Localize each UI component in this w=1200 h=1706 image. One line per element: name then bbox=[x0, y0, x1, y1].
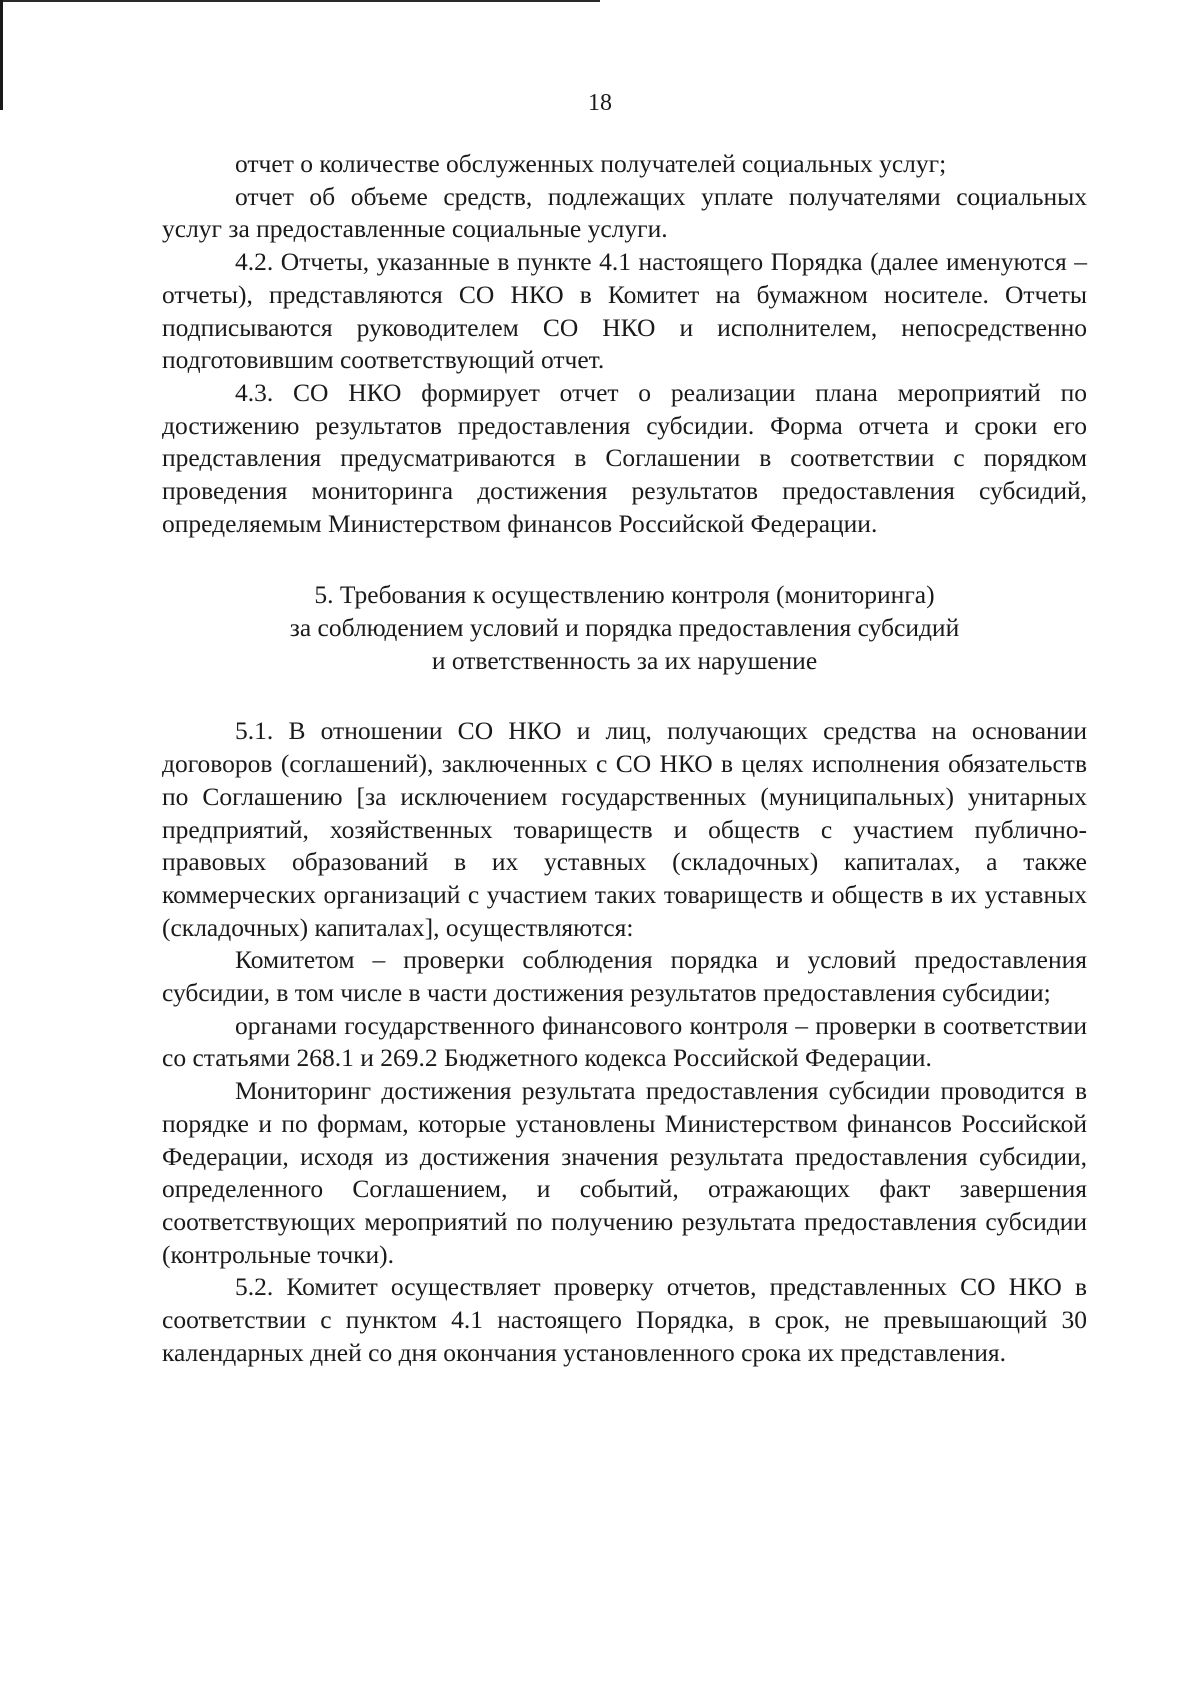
section-5-heading-line3: и ответственность за их нарушение bbox=[431, 646, 818, 676]
section-5-heading bbox=[162, 578, 1087, 677]
paragraph-4-3: 4.3. СО НКО формирует отчет о реализации плана мероприятий по достижению результатов предоставления субсидии. Форма отчета и сроки его представления предусматриваются в Соглашении в соответствии с порядком проведения мониторинга достижения результатов предоставления субсидий, определяемым Министерством финансов Российской Федерации. bbox=[162, 377, 1087, 538]
section-5-heading-line1: 5. Требования к осуществлению контроля (мониторинга) bbox=[314, 580, 935, 610]
page-number: 18 bbox=[588, 90, 612, 116]
document-body bbox=[162, 148, 1087, 1370]
scan-edge-top bbox=[0, 0, 600, 2]
paragraph-report-recipients-count: отчет о количестве обслуженных получателей социальных услуг; bbox=[235, 149, 947, 178]
paragraph-monitoring: Мониторинг достижения результата предоставления субсидии проводится в порядке и по формам, которые установлены Министерством финансов Российской Федерации, исходя из достижения значения результата предоставления субсидии, определенного Соглашением, и событий, отражающих факт завершения соответствующих мероприятий по получению результата предоставления субсидии (контрольные точки). bbox=[162, 1076, 1087, 1269]
section-5-heading-line2: за соблюдением условий и порядка предоставления субсидий bbox=[289, 613, 960, 643]
paragraph-report-funds-volume: отчет об объеме средств, подлежащих уплате получателями социальных услуг за предоставленные социальные услуги. bbox=[162, 181, 1087, 244]
paragraph-5-2: 5.2. Комитет осуществляет проверку отчетов, представленных СО НКО в соответствии с пунктом 4.1 настоящего Порядка, в срок, не превышающий 30 календарных дней со дня окончания установленного срока их представления. bbox=[162, 1272, 1087, 1367]
paragraph-5-1: 5.1. В отношении СО НКО и лиц, получающих средства на основании договоров (соглашений), заключенных с СО НКО в целях исполнения обязательств по Соглашению [за исключением государственных (муниципальных) унитарных предприятий, хозяйственных товариществ и обществ с участием публично-правовых образований в их уставных (складочных) капиталах, а также коммерческих организаций с участием таких товариществ и обществ в их уставных (складочных) капиталах], осуществляются: bbox=[162, 716, 1087, 942]
paragraph-4-2: 4.2. Отчеты, указанные в пункте 4.1 настоящего Порядка (далее именуются – отчеты), представляются СО НКО в Комитет на бумажном носителе. Отчеты подписываются руководителем СО НКО и исполнителем, непосредственно подготовившим соответствующий отчет. bbox=[162, 247, 1087, 375]
paragraph-committee-checks: Комитетом – проверки соблюдения порядка и условий предоставления субсидии, в том числе в части достижения результатов предоставления субсидии; bbox=[162, 945, 1087, 1008]
paragraph-state-financial-control: органами государственного финансового контроля – проверки в соответствии со статьями 268.1 и 269.2 Бюджетного кодекса Российской Федерации. bbox=[162, 1010, 1087, 1073]
